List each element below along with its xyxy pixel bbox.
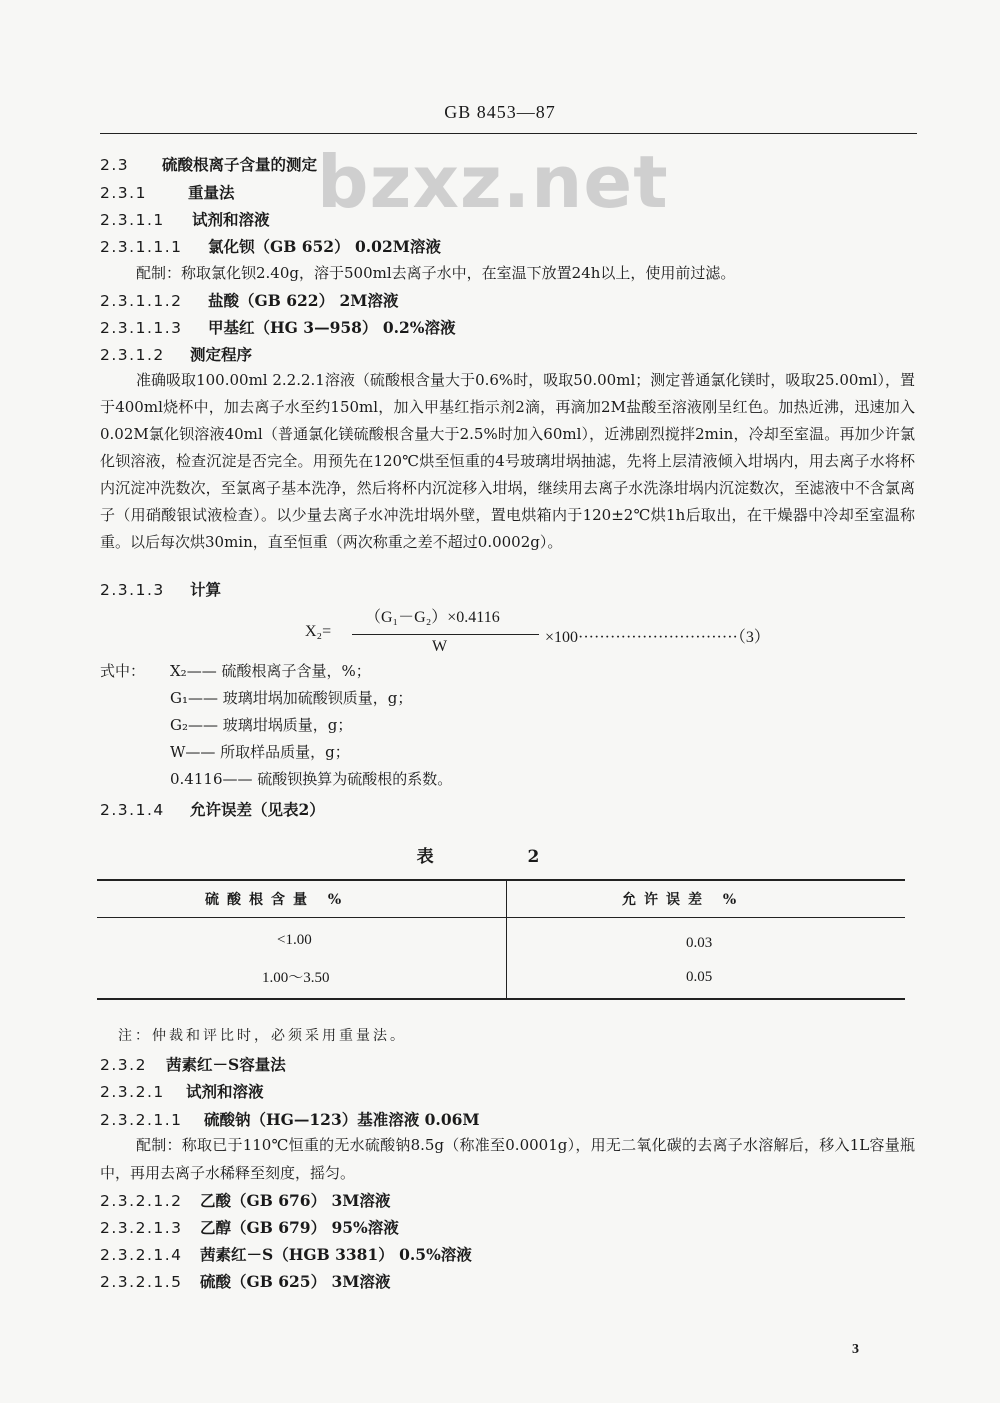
section-heading: 2.3.2.1.3 乙醇（GB 679） 95%溶液: [100, 1218, 399, 1237]
preparation-text-2: 配制：称取已于110℃恒重的无水硫酸钠8.5g（称准至0.0001g），用无二氧化碳的去离子水溶解后，移入1L容量瓶中，再用去离子水稀释至刻度，摇匀。: [100, 1136, 915, 1182]
table-caption: 表 2: [416, 847, 584, 867]
section-heading: 2.3.2.1.1 硫酸钠（HG—123）基准溶液 0.06M: [100, 1110, 480, 1129]
section-heading: 2.3.2 茜素红－S容量法: [100, 1055, 286, 1074]
section-heading: 2.3.2.1.4 茜素红－S（HGB 3381） 0.5%溶液: [100, 1245, 472, 1264]
section-heading: 2.3 硫酸根离子含量的测定: [100, 155, 318, 174]
table-note: 注：仲裁和评比时，必须采用重量法。: [118, 1028, 407, 1044]
formula-3: [305, 604, 845, 664]
procedure-paragraph: 准确吸取100.00ml 2.2.2.1溶液（硫酸根含量大于0.6%时，吸取50.00ml；测定普通氯化镁时，吸取25.00ml），置于400ml烧杯中，加去离子水至约150ml，加入甲基红指示剂2滴，再滴加2M盐酸至溶液刚呈红色。加热近沸，迅速加入0.02M氯化钡溶液40ml（普通氯化镁硫酸根含量大于2.5%时加入60ml），近沸剧烈搅拌2min，冷却至室温。再加少许氯化钡溶液，检查沉淀是否完全。用预先在120℃烘至恒重的4号玻璃坩埚抽滤，先将上层清液倾入坩埚内，用去离子水将杯内沉淀冲洗数次，至氯离子基本洗净，然后将杯内沉淀移入坩埚，继续用去离子水洗涤坩埚内沉淀数次，至滤液中不含氯离子（用硝酸银试液检查）。以少量去离子水冲洗坩埚外壁，置电烘箱内于120±2℃烘1h后取出，在干燥器中冷却至室温称重。以后每次烘30min，直至恒重（两次称重之差不超过0.0002g）。: [100, 371, 915, 551]
formula-tail: ×100······························（3）: [545, 629, 770, 646]
header-rule: [100, 133, 917, 134]
section-heading: 2.3.1.1 试剂和溶液: [100, 210, 270, 229]
table-cell: 0.03: [686, 935, 713, 951]
table-cell: <1.00: [277, 932, 312, 948]
section-heading: 2.3.1.3 计算: [100, 580, 222, 599]
page-number: 3: [852, 1342, 859, 1357]
definition-item: G₂—— 玻璃坩埚质量，g；: [170, 716, 353, 734]
watermark: bzxz.net: [317, 140, 669, 224]
page-header: GB 8453—87: [444, 102, 556, 122]
definition-item: X₂—— 硫酸根离子含量，%；: [170, 662, 371, 680]
formula-numerator: （G₁－G₂）×0.4116: [365, 609, 500, 626]
table-cell: 1.00～3.50: [262, 970, 330, 986]
table-header-tolerance: 允许误差 %: [622, 892, 745, 908]
formula-lhs: X₂=: [305, 623, 332, 640]
definition-item: G₁—— 玻璃坩埚加硫酸钡质量，g；: [170, 689, 413, 707]
section-heading: 2.3.1.1.3 甲基红（HG 3—958） 0.2%溶液: [100, 318, 456, 337]
fraction-bar: [352, 634, 539, 635]
section-heading: 2.3.1.2 测定程序: [100, 345, 253, 364]
section-heading: 2.3.2.1 试剂和溶液: [100, 1082, 264, 1101]
section-heading: 2.3.1.1.2 盐酸（GB 622） 2M溶液: [100, 291, 399, 310]
table-cell: 0.05: [686, 969, 713, 985]
table-header-rule: [97, 917, 905, 918]
table-column-divider: [506, 880, 507, 998]
preparation-text: 配制：称取氯化钡2.40g，溶于500ml去离子水中，在室温下放置24h以上，使用前过滤。: [136, 264, 736, 282]
definitions-label: 式中：: [100, 662, 146, 680]
table-header-content: 硫酸根含量 %: [205, 892, 350, 908]
definition-item: 0.4116—— 硫酸钡换算为硫酸根的系数。: [170, 770, 453, 788]
section-heading: 2.3.1.4 允许误差（见表2）: [100, 800, 325, 819]
section-heading: 2.3.1 重量法: [100, 183, 235, 202]
section-heading: 2.3.2.1.2 乙酸（GB 676） 3M溶液: [100, 1191, 391, 1210]
table-top-rule: [97, 879, 905, 881]
formula-denominator: W: [432, 638, 448, 655]
section-heading: 2.3.2.1.5 硫酸（GB 625） 3M溶液: [100, 1272, 391, 1291]
section-heading: 2.3.1.1.1 氯化钡（GB 652） 0.02M溶液: [100, 237, 441, 256]
table-bottom-rule: [97, 998, 905, 1000]
definition-item: W—— 所取样品质量，g；: [170, 743, 350, 761]
